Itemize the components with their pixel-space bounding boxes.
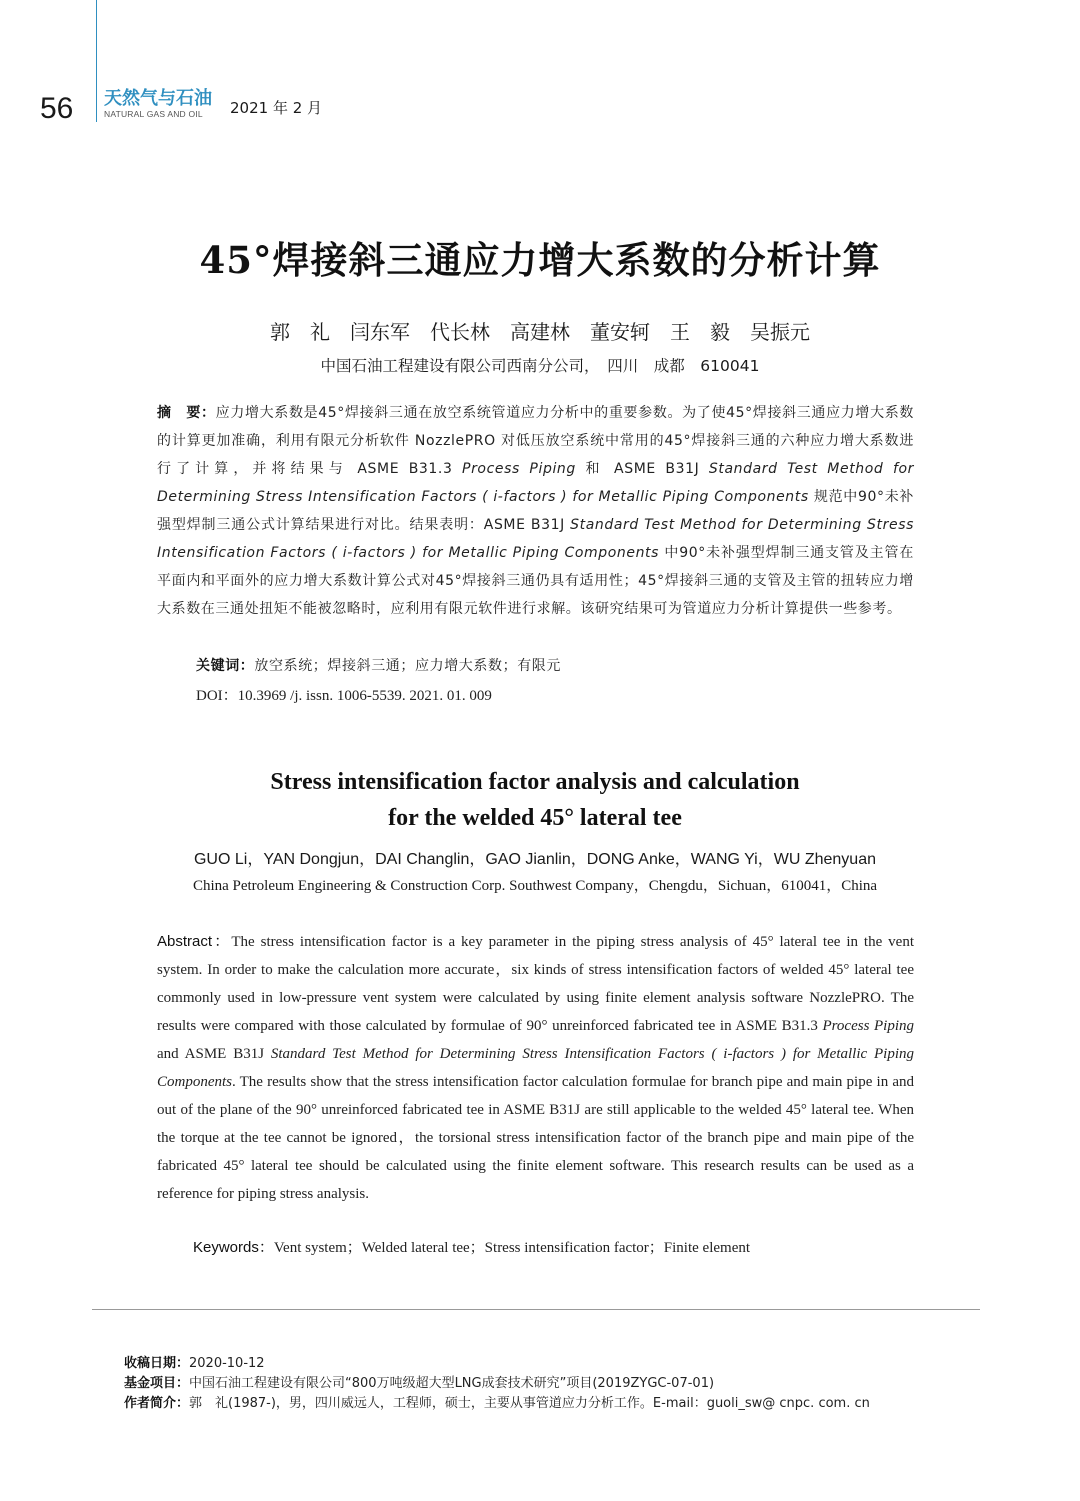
abstract-en-text: and ASME B31J [157, 1046, 271, 1062]
doi: DOI：10.3969 /j. issn. 1006-5539. 2021. 01. 009 [196, 688, 492, 704]
author-bio-label: 作者简介： [124, 1396, 190, 1411]
paper-title-en-line1: Stress intensification factor analysis and calculation [270, 769, 800, 795]
keywords-en [193, 1236, 750, 1257]
affiliation-en: China Petroleum Engineering & Construction Corp. Southwest Company，Chengdu，Sichuan，610041，China [192, 878, 878, 894]
paper-title-en [0, 764, 1070, 836]
abstract-cn-text: 应力增大系数是45°焊接斜三通在放空系统管道应力分析中的重要参数。为了使45°焊接斜三通应力增大系数的计算更加准确，利用有限元分析软件 NozzlePRO 对低压放空系统中常用的45°焊接斜三通的六种应力增大系数进行了计算，并将结果与 ASME B31.3 [157, 405, 914, 477]
footnote-received [124, 1352, 265, 1371]
abstract-en-text: The stress intensification factor is a key parameter in the piping stress analysis of 45° lateral tee in the vent system. In order to make the calculation more accurate，six kinds of stress intensification factors of welded 45° lateral tee commonly used in low-pressure vent system were calculated by using finite element analysis software NozzlePRO. The results were compared with those calculated by formulae of 90° unreinforced fabricated tee in ASME B31.3 [157, 934, 914, 1034]
abstract-cn-text: 和 ASME B31J [575, 461, 709, 477]
abstract-en-label: Abstract： [157, 933, 232, 950]
keywords-en-text: Vent system；Welded lateral tee；Stress intensification factor；Finite element [273, 1240, 751, 1256]
abstract-cn-label: 摘 要： [157, 405, 216, 421]
header-accent-line [96, 0, 97, 122]
abstract-cn [157, 399, 914, 623]
footnote-author [124, 1392, 870, 1411]
footnote-fund [124, 1372, 714, 1391]
fund-label: 基金项目： [124, 1376, 190, 1391]
abstract-en-text: . The results show that the stress intensification factor calculation formulae for branch pipe and main pipe in and out of the plane of the 90° unreinforced fabricated tee in ASME B31J are still applicable to the welded 45° lateral tee. When the torque at the tee cannot be ignored，the torsional stress intensification factor of the branch pipe and main pipe of the fabricated 45° lateral tee should be calculated using the finite element software. This research results can be used as a reference for piping stress analysis. [157, 1074, 914, 1202]
keywords-cn [196, 655, 561, 675]
fund-text: 中国石油工程建设有限公司“800万吨级超大型LNG成套技术研究”项目(2019ZYGC-07-01) [189, 1376, 715, 1391]
abstract-cn-text: 中90°未补强型焊制三通支管及主管在平面内和平面外的应力增大系数计算公式对45°焊接斜三通仍具有适用性；45°焊接斜三通的支管及主管的扭转应力增大系数在三通处扭矩不能被忽略时，应利用有限元软件进行求解。该研究结果可为管道应力分析计算提供一些参考。 [157, 545, 914, 617]
abstract-en [157, 928, 914, 1208]
abstract-en-italic: Process Piping [822, 1018, 915, 1034]
paper-title-en-line2: for the welded 45° lateral tee [388, 805, 682, 831]
keywords-cn-label: 关键词： [196, 658, 255, 674]
abstract-cn-text: 规范中90°未补强型焊制三通公式计算结果进行对比。结果表明：ASME B31J [157, 489, 914, 533]
authors-en: GUO Li，YAN Dongjun，DAI Changlin，GAO Jianlin，DONG Anke，WANG Yi，WU Zhenyuan [193, 851, 876, 868]
affiliation-cn: 中国石油工程建设有限公司西南分公司， 四川 成都 610041 [320, 357, 760, 375]
issue-date: 2021 年 2 月 [230, 99, 323, 117]
abstract-cn-italic: Standard Test Method for Determining Stress Intensification Factors ( i-factors ) for Metallic Piping Components [157, 517, 914, 561]
keywords-en-label: Keywords： [193, 1239, 274, 1256]
page-number: 56 [40, 92, 74, 125]
received-date: 2020-10-12 [189, 1356, 265, 1371]
footnote-divider [92, 1309, 980, 1310]
keywords-cn-text: 放空系统；焊接斜三通；应力增大系数；有限元 [254, 658, 562, 674]
abstract-en-italic: Standard Test Method for Determining Stress Intensification Factors ( i-factors ) for Metallic Piping Components [157, 1046, 914, 1090]
abstract-cn-italic: Process Piping [462, 461, 576, 477]
paper-title-cn: 45°焊接斜三通应力增大系数的分析计算 [199, 238, 881, 282]
received-label: 收稿日期： [124, 1356, 190, 1371]
journal-name-en: NATURAL GAS AND OIL [104, 109, 203, 119]
abstract-cn-italic: Standard Test Method for Determining Stress Intensification Factors ( i-factors ) for Metallic Piping Components [157, 461, 914, 505]
authors-cn: 郭 礼 闫东军 代长林 高建林 董安轲 王 毅 吴振元 [270, 320, 810, 344]
author-bio-text: 郭 礼(1987-)，男，四川威远人，工程师，硕士，主要从事管道应力分析工作。E-mail：guoli_sw@ cnpc. com. cn [189, 1396, 870, 1411]
journal-name-cn: 天然气与石油 [104, 88, 212, 109]
